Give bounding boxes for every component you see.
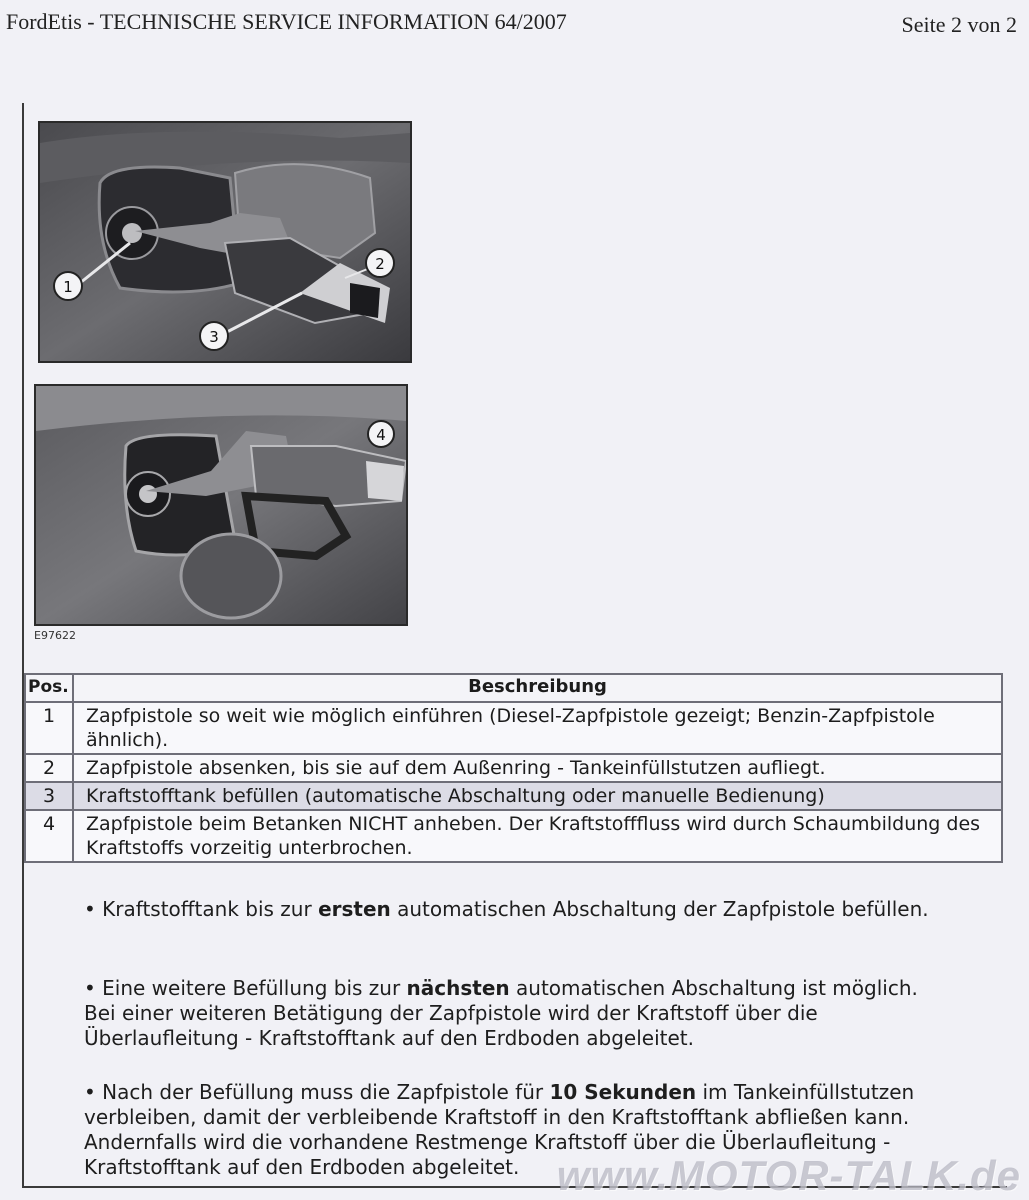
frame-left-rule (22, 103, 24, 1188)
bullet-text: • Nach der Befüllung muss die Zapfpistole für (84, 1080, 550, 1104)
row-description: Kraftstofftank befüllen (automatische Abschaltung oder manuelle Bedienung) (73, 782, 1002, 810)
row-pos: 1 (25, 702, 73, 754)
row-pos: 4 (25, 810, 73, 862)
figure-id: E97622 (34, 629, 76, 642)
table-row (25, 702, 1002, 754)
callout-3: 3 (209, 328, 219, 346)
column-header-description: Beschreibung (73, 674, 1002, 702)
bullet-text: im Tankeinfüllstutzen verbleiben, damit der verbleibende Kraftstoff in den Kraftstofftank abfließen kann. Andernfalls wird die vorhandene Restmenge Kraftstoff über die Überlaufleitung - Kraftstofftank auf den Erdboden abgeleitet. (84, 1080, 915, 1179)
bullet-text: automatischen Abschaltung der Zapfpistole befüllen. (390, 897, 929, 921)
refuel-photo-insert-illustration (40, 123, 410, 361)
callout-1: 1 (63, 278, 73, 296)
refuel-photo-hold (34, 384, 408, 626)
bullet-emphasis: 10 Sekunden (549, 1080, 697, 1104)
table-header-row (25, 674, 1002, 702)
page-indicator: Seite 2 von 2 (901, 12, 1017, 37)
document-title: FordEtis - TECHNISCHE SERVICE INFORMATION 64/2007 (6, 9, 567, 34)
refuel-photo-insert (38, 121, 412, 363)
watermark: www.MOTOR-TALK.de (556, 1152, 1021, 1199)
row-pos: 2 (25, 754, 73, 782)
table-row (25, 782, 1002, 810)
bullet-text: • Kraftstofftank bis zur (84, 897, 319, 921)
refuel-photo-hold-illustration (36, 386, 406, 624)
bullet-text: automatischen Abschaltung ist möglich. Bei einer weiteren Betätigung der Zapfpistole wird der Kraftstoff über die Überlaufleitung - Kraftstofftank auf den Erdboden abgeleitet. (84, 976, 918, 1050)
row-description: Zapfpistole beim Betanken NICHT anheben. Der Kraftstofffluss wird durch Schaumbildung des Kraftstoffs vorzeitig unterbrochen. (73, 810, 1002, 862)
row-description: Zapfpistole so weit wie möglich einführen (Diesel-Zapfpistole gezeigt; Benzin-Zapfpistole ähnlich). (73, 702, 1002, 754)
callout-2: 2 (375, 255, 385, 273)
table-row (25, 810, 1002, 862)
column-header-pos: Pos. (25, 674, 73, 702)
instruction-bullet-first-cutoff (84, 897, 944, 922)
bullet-emphasis: nächsten (406, 976, 510, 1000)
bullet-text: • Eine weitere Befüllung bis zur (84, 976, 407, 1000)
description-table (24, 673, 1003, 863)
row-description: Zapfpistole absenken, bis sie auf dem Außenring - Tankeinfüllstutzen aufliegt. (73, 754, 1002, 782)
bullet-emphasis: ersten (318, 897, 391, 921)
instruction-bullet-next-cutoff (84, 976, 944, 1051)
table-row (25, 754, 1002, 782)
callout-4: 4 (376, 426, 386, 444)
row-pos: 3 (25, 782, 73, 810)
